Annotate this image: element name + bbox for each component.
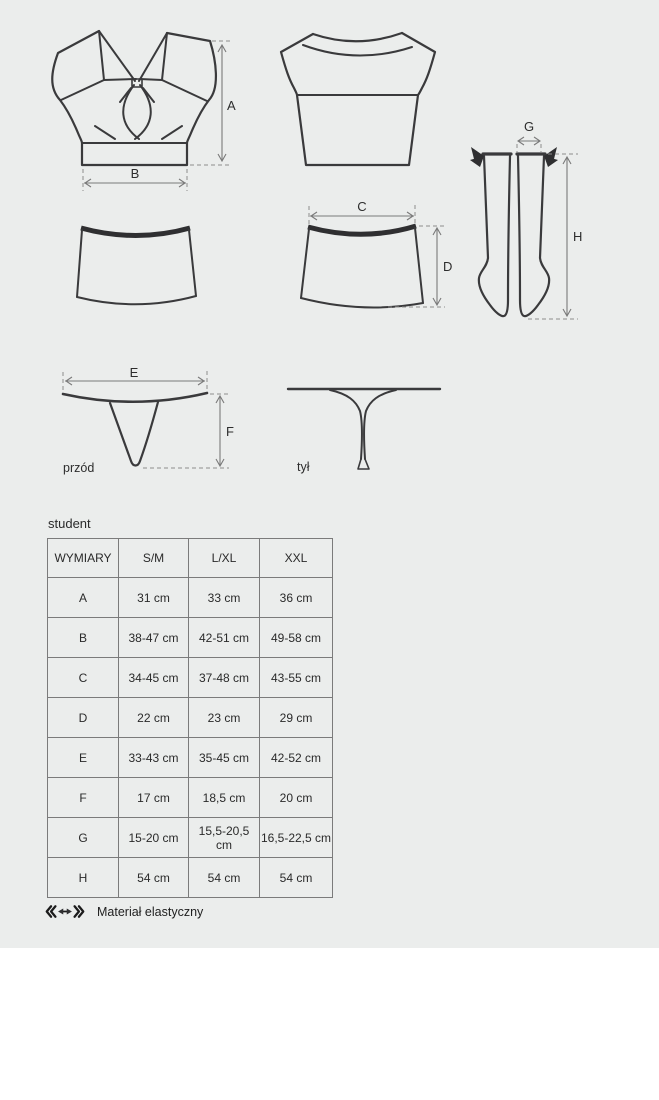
table-cell: H	[48, 858, 119, 898]
dimension-g	[517, 119, 541, 152]
table-cell: 17 cm	[119, 778, 189, 818]
skirt-back-figure	[301, 226, 423, 307]
table-cell: E	[48, 738, 119, 778]
dimension-b	[83, 166, 187, 191]
table-cell: 16,5-22,5 cm	[260, 818, 333, 858]
table-cell: D	[48, 698, 119, 738]
crop-top-front-figure	[52, 31, 216, 165]
dimension-e	[63, 365, 207, 392]
table-cell: 22 cm	[119, 698, 189, 738]
table-row	[48, 778, 333, 818]
table-header-row	[48, 539, 333, 578]
table-row	[48, 818, 333, 858]
dimension-c-label: C	[357, 199, 367, 214]
thong-back-figure	[288, 389, 440, 469]
table-header-cell: XXL	[260, 539, 333, 578]
table-cell: 20 cm	[260, 778, 333, 818]
dimension-b-label: B	[130, 166, 140, 181]
table-cell: 33-43 cm	[119, 738, 189, 778]
table-cell: 15-20 cm	[119, 818, 189, 858]
size-table	[47, 538, 333, 898]
table-cell: 49-58 cm	[260, 618, 333, 658]
product-name: student	[48, 516, 91, 531]
table-header-cell: L/XL	[189, 539, 260, 578]
dimension-a	[190, 41, 236, 165]
table-cell: 31 cm	[119, 578, 189, 618]
table-cell: 34-45 cm	[119, 658, 189, 698]
table-cell: A	[48, 578, 119, 618]
table-cell: 15,5-20,5 cm	[189, 818, 260, 858]
table-cell: 37-48 cm	[189, 658, 260, 698]
table-cell: F	[48, 778, 119, 818]
dimension-f-label: F	[226, 424, 234, 439]
dimension-g-label: G	[523, 119, 535, 134]
table-cell: 36 cm	[260, 578, 333, 618]
dimension-e-label: E	[129, 365, 139, 380]
thong-front-figure	[63, 393, 207, 466]
table-cell: 35-45 cm	[189, 738, 260, 778]
table-header-cell: S/M	[119, 539, 189, 578]
bow-icon	[544, 147, 558, 167]
dimension-a-label: A	[227, 98, 236, 113]
dimension-h	[528, 154, 582, 319]
table-cell: 43-55 cm	[260, 658, 333, 698]
back-view-label: tył	[297, 460, 310, 474]
skirt-front-figure	[77, 228, 196, 304]
table-row	[48, 578, 333, 618]
crop-top-back-figure	[281, 33, 435, 165]
table-cell: G	[48, 818, 119, 858]
table-cell: B	[48, 618, 119, 658]
table-cell: 38-47 cm	[119, 618, 189, 658]
table-row	[48, 698, 333, 738]
elastic-material-icon	[45, 904, 85, 919]
table-row	[48, 658, 333, 698]
elastic-material-note	[45, 904, 203, 919]
table-header-cell: WYMIARY	[48, 539, 119, 578]
dimension-c	[309, 199, 415, 224]
dimension-d	[388, 226, 452, 307]
table-cell: 54 cm	[260, 858, 333, 898]
table-row	[48, 858, 333, 898]
table-cell: 33 cm	[189, 578, 260, 618]
elastic-material-label: Materiał elastyczny	[97, 904, 204, 919]
table-cell: C	[48, 658, 119, 698]
dimension-d-label: D	[443, 259, 453, 274]
table-row	[48, 618, 333, 658]
table-row	[48, 738, 333, 778]
table-cell: 54 cm	[119, 858, 189, 898]
table-cell: 18,5 cm	[189, 778, 260, 818]
table-cell: 42-51 cm	[189, 618, 260, 658]
garment-measurement-diagram	[0, 0, 659, 505]
front-view-label: przód	[63, 461, 95, 475]
table-cell: 54 cm	[189, 858, 260, 898]
stockings-figure	[470, 147, 558, 316]
dimension-h-label: H	[573, 229, 583, 244]
table-cell: 23 cm	[189, 698, 260, 738]
bow-icon	[470, 147, 484, 167]
table-cell: 42-52 cm	[260, 738, 333, 778]
table-cell: 29 cm	[260, 698, 333, 738]
